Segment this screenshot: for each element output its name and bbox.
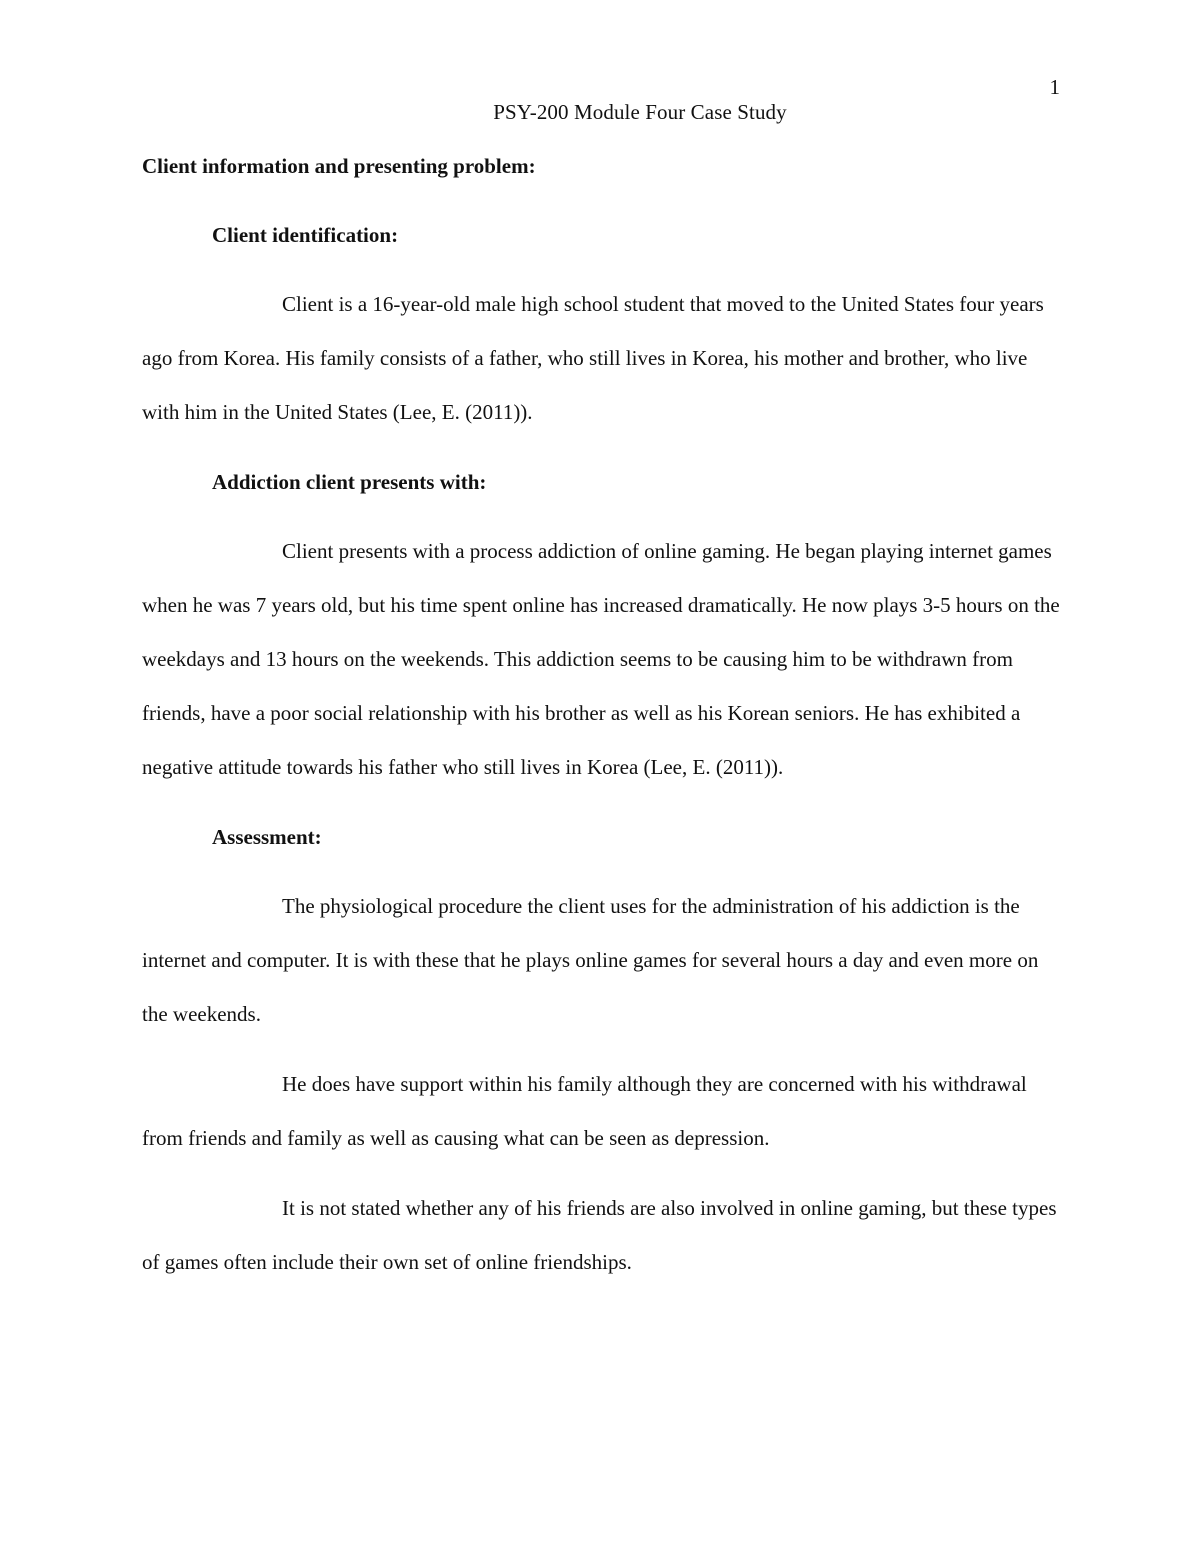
addiction-paragraph: Client presents with a process addiction of online gaming. He began playing internet games when he was 7 years old, but his time spent online has increased dramatically. He now plays 3-5 hours on the weekdays and 13 hours on the weekends. This addiction seems to be causing him to be withdrawn from friends, have a poor social relationship with his brother as well as his Korean seniors. He has exhibited a negative attitude towards his father who still lives in Korea (Lee, E. (2011)).	[142, 539, 1060, 779]
assessment-paragraph-1: The physiological procedure the client uses for the administration of his addiction is the internet and computer. It is with these that he plays online games for several hours a day and even more on the weekends.	[142, 894, 1039, 1026]
document-title: PSY-200 Module Four Case Study	[493, 100, 787, 124]
client-identification-heading: Client identification:	[212, 223, 399, 247]
assessment-paragraph-3: It is not stated whether any of his friends are also involved in online gaming, but these types of games often include their own set of online friendships.	[142, 1196, 1057, 1274]
main-heading: Client information and presenting problem:	[142, 154, 536, 178]
assessment-paragraph-2: He does have support within his family although they are concerned with his withdrawal from friends and family as well as causing what can be seen as depression.	[142, 1072, 1027, 1150]
addiction-heading: Addiction client presents with:	[212, 470, 487, 494]
assessment-heading: Assessment:	[212, 825, 322, 849]
client-identification-paragraph: Client is a 16-year-old male high school student that moved to the United States four years ago from Korea. His family consists of a father, who still lives in Korea, his mother and brother, who live with him in the United States (Lee, E. (2011)).	[142, 292, 1044, 424]
page-number: 1	[1049, 75, 1060, 99]
document-body	[142, 139, 1062, 1305]
